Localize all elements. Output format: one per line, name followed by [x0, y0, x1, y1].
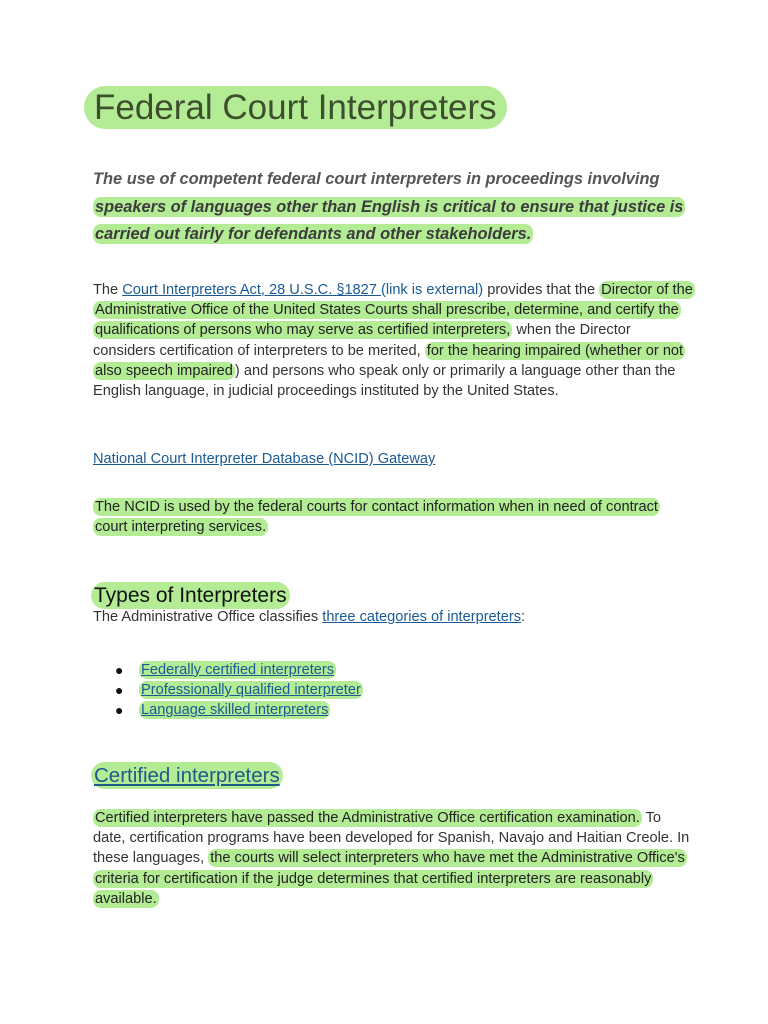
act-prefix: The: [93, 282, 123, 298]
lead-paragraph: [93, 166, 693, 249]
ncid-link-paragraph: [93, 449, 693, 469]
lead-plain-text: The use of competent federal court interpreters in proceedings involving: [93, 170, 660, 188]
certified-middle-text: To date, certification programs have been developed for Spanish, Navajo and Haitian Creole. In these languages,: [93, 810, 690, 867]
bullet-icon: ●: [115, 682, 124, 699]
act-suffix: ) and persons who speak only or primarily a language other than the English language, in judicial proceedings instituted by the United States.: [93, 362, 676, 400]
court-interpreters-act-link[interactable]: Court Interpreters Act, 28 U.S.C. §1827: [122, 282, 381, 298]
professionally-qualified-link[interactable]: Professionally qualified interpreter: [141, 682, 361, 699]
bullet-icon: ●: [115, 702, 124, 719]
federally-certified-link[interactable]: Federally certified interpreters: [141, 662, 335, 678]
list-item: [115, 700, 363, 720]
ncid-description: The NCID is used by the federal courts for contact information when in need of contract court interpreting services.: [95, 499, 658, 536]
act-highlight-hearing: for the hearing impaired (whether or not also speech impaired: [95, 342, 684, 379]
three-categories-link[interactable]: three categories of interpreters: [322, 609, 522, 625]
external-link-note[interactable]: (link is external): [380, 282, 484, 298]
types-intro: [93, 607, 693, 627]
interpreter-types-list: [115, 660, 363, 721]
act-middle-text: when the Director considers certification of interpreters to be merited,: [93, 322, 631, 359]
certified-heading: [91, 761, 283, 791]
certified-highlight-exam: Certified interpreters have passed the Administrative Office certification examination.: [95, 810, 640, 826]
lead-highlighted-text: speakers of languages other than English is critical to ensure that justice is carried out fairly for defendants and other stakeholders.: [95, 197, 684, 243]
page-title: [84, 84, 507, 132]
page-title-text: Federal Court Interpreters: [84, 86, 507, 129]
certified-paragraph: [93, 808, 693, 909]
types-intro-prefix: The Administrative Office classifies: [93, 609, 323, 625]
ncid-paragraph: [93, 497, 693, 537]
language-skilled-link[interactable]: Language skilled interpreters: [141, 702, 329, 719]
certified-highlight-courts: the courts will select interpreters who have met the Administrative Office's criteria for certification if the judge determines that certified interpreters are reasonably available.: [95, 850, 685, 907]
types-heading-text: Types of Interpreters: [91, 582, 290, 609]
act-paragraph: [93, 280, 693, 401]
ncid-gateway-link[interactable]: National Court Interpreter Database (NCID) Gateway: [93, 451, 436, 467]
act-highlight-director: Director of the Administrative Office of the United States Courts shall prescribe, determine, and certify the qualifications of persons who may serve as certified interpreters,: [95, 282, 693, 339]
list-item: [115, 680, 363, 700]
act-after-link: provides that the: [483, 282, 600, 298]
types-intro-suffix: :: [521, 609, 526, 625]
certified-interpreters-heading-link[interactable]: Certified interpreters: [94, 764, 280, 787]
list-item: [115, 660, 363, 680]
bullet-icon: ●: [115, 662, 124, 678]
